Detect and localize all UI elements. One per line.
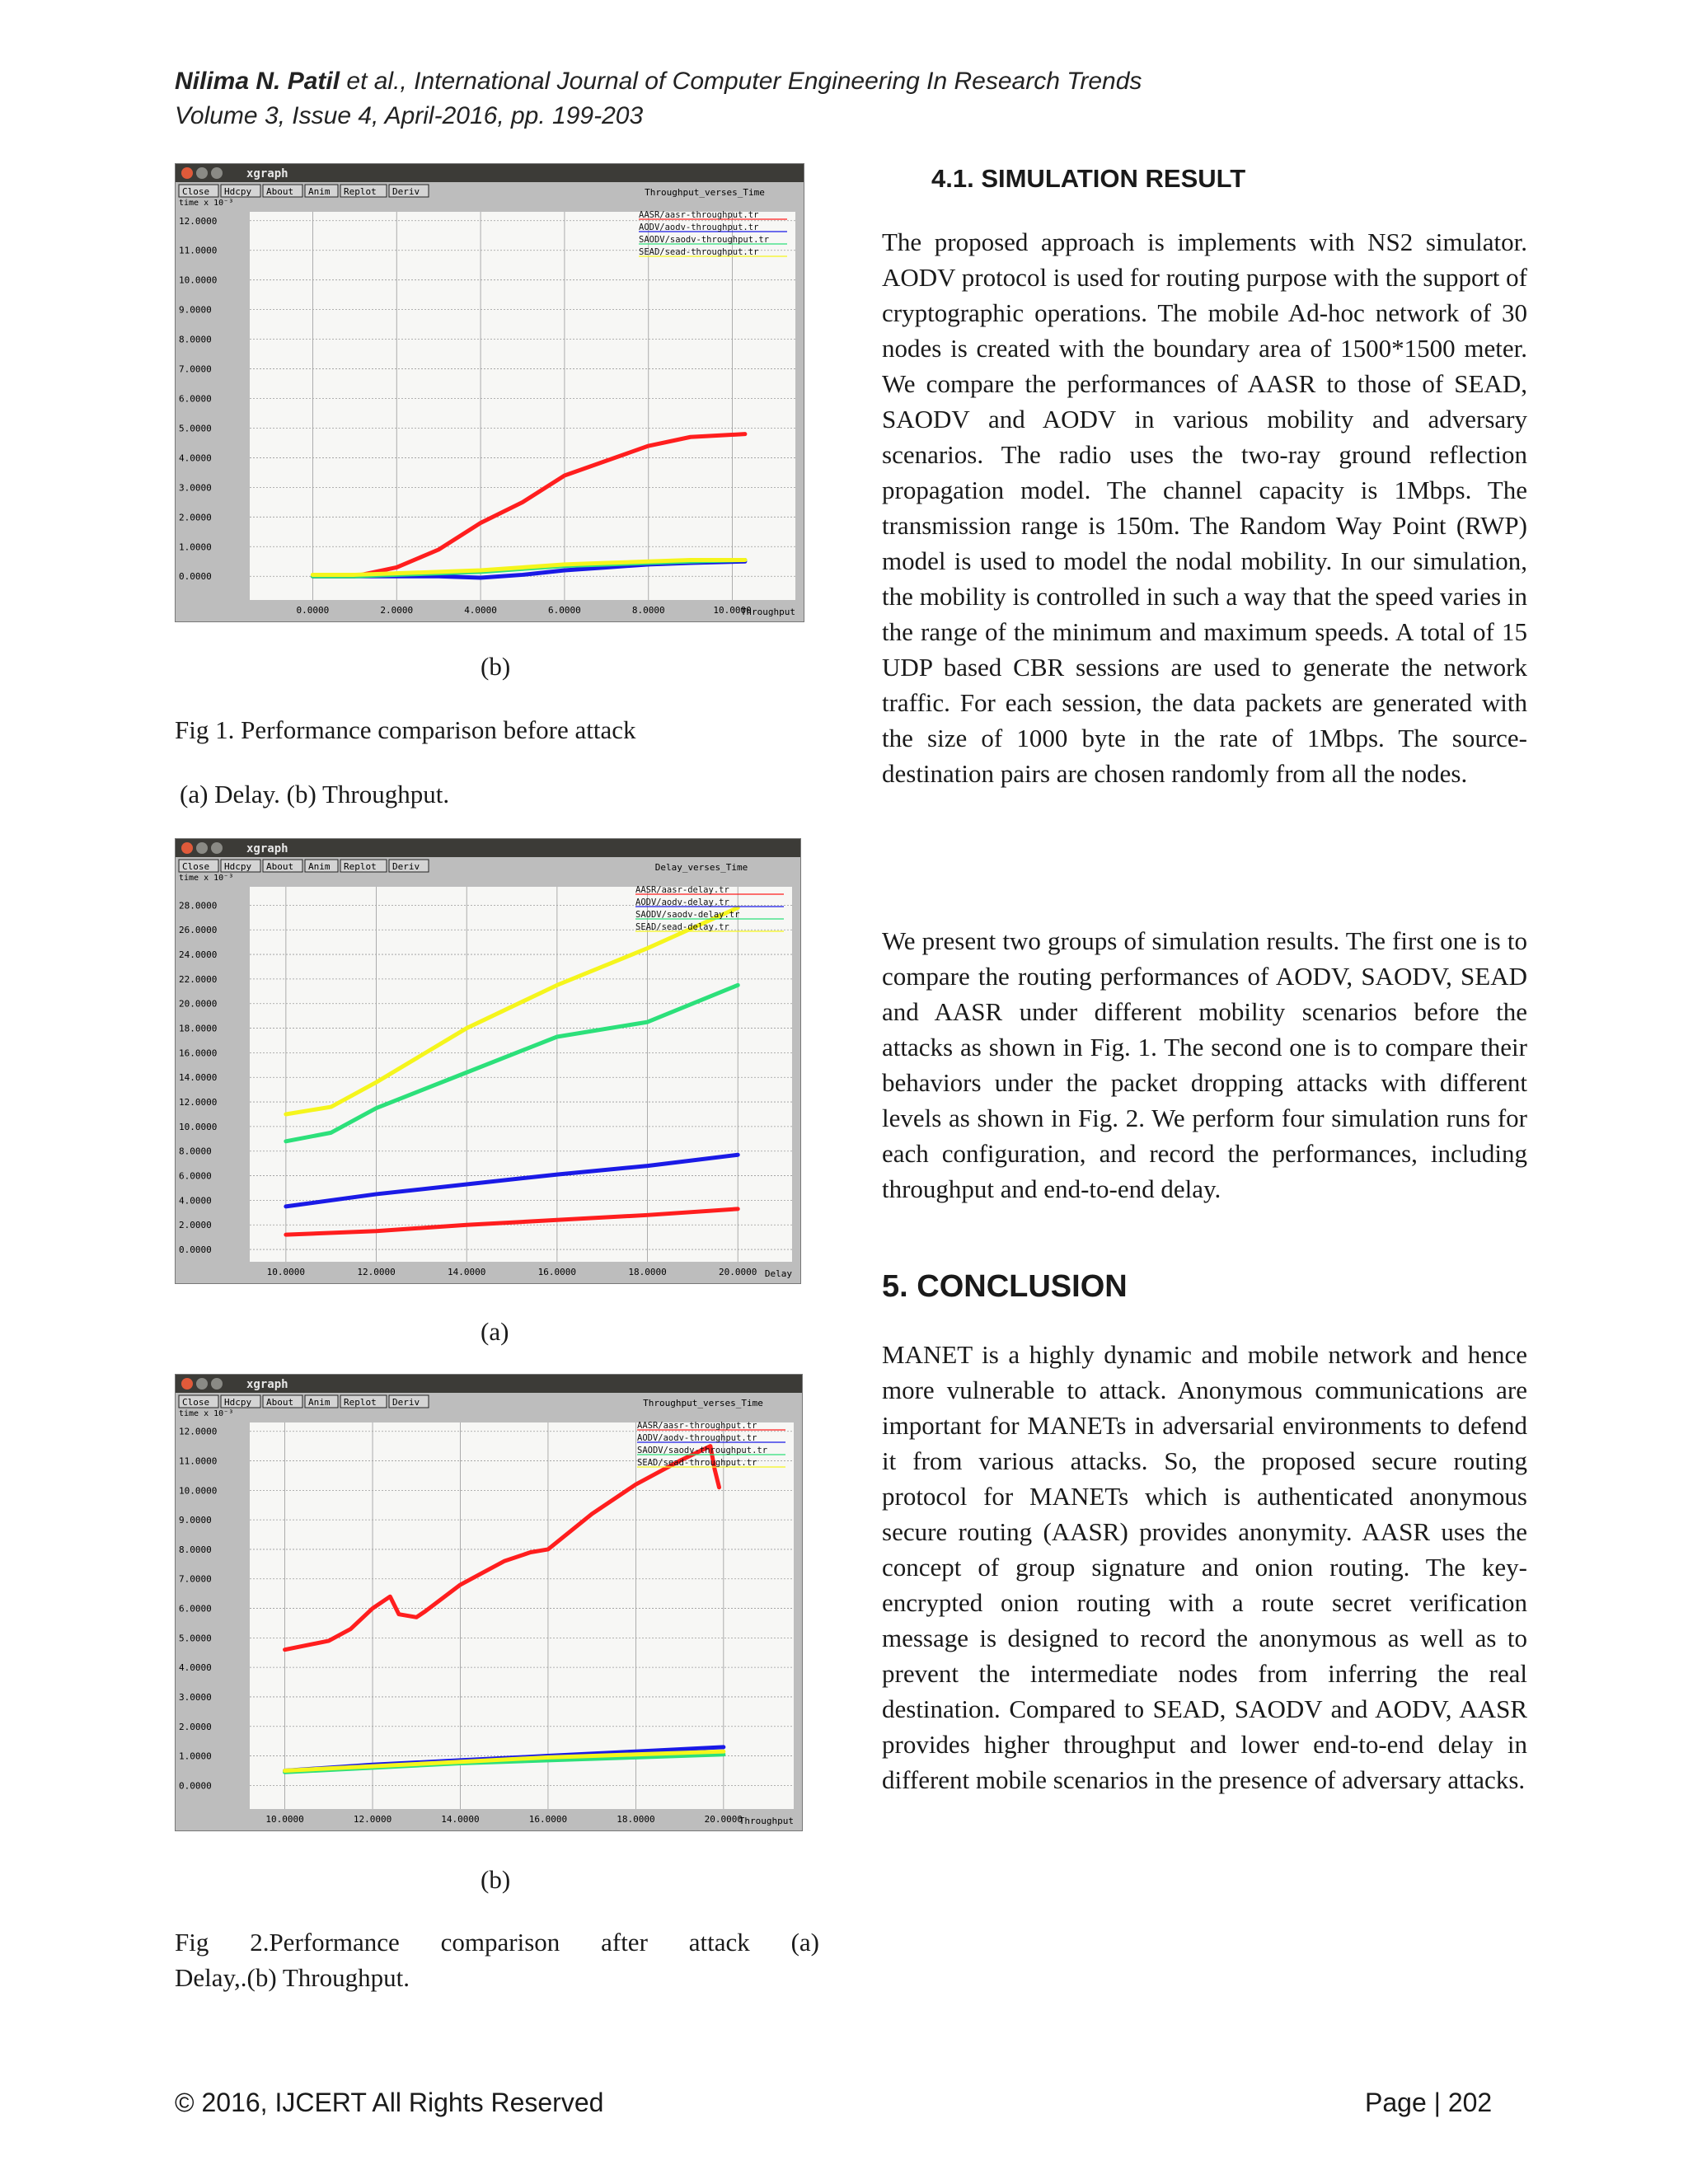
x-tick-label: 14.0000	[448, 1267, 486, 1277]
legend-entry: AODV/aodv-throughput.tr	[637, 1433, 757, 1443]
y-tick-label: 2.0000	[179, 512, 212, 523]
fig1-caption-line2: (a) Delay. (b) Throughput.	[180, 780, 450, 808]
xgraph-button-label: About	[266, 861, 294, 872]
xgraph-button-label: About	[266, 1397, 294, 1408]
window-close-icon[interactable]	[181, 1378, 193, 1390]
window-minimize-icon[interactable]	[196, 167, 208, 179]
plot-area	[250, 887, 792, 1262]
x-tick-label: 0.0000	[296, 605, 330, 616]
x-tick-label: 10.0000	[266, 1267, 306, 1277]
xgraph-button-label: Hdcpy	[224, 1397, 252, 1408]
paragraph-simulation-groups: We present two groups of simulation results. The first one is to compare the routing performances of AODV, SAODV, SEAD and AASR under different mobility scenarios before the attacks as shown in Fig. 1. The second one is to compare their behaviors under the packet dropping attacks with different levels as shown in Fig. 2. We perform four simulation runs for each configuration, and record the performances, including throughput and end-to-end delay.	[882, 926, 1527, 1203]
xgraph-window	[176, 164, 804, 621]
plot-area	[250, 212, 795, 600]
window-minimize-icon[interactable]	[196, 842, 208, 854]
figure-2a	[175, 838, 801, 1284]
window-maximize-icon[interactable]	[211, 1378, 223, 1390]
paragraph-conclusion: MANET is a highly dynamic and mobile network and hence more vulnerable to attack. Anonymous communications are important for MANETs in adversarial environments to defend it from various attacks. So, the proposed secure routing protocol for MANETs which is authenticated anonymous secure routing (AASR) provides anonymity. AASR uses the concept of group signature and onion routing. The key-encrypted onion routing with a route secret verification message is designed to record the anonymous as well as to prevent the intermediate nodes from inferring the real destination. Compared to SEAD, SAODV and AODV, AASR provides higher throughput and lower end-to-end delay in different mobile scenarios in the presence of adversary attacks.	[882, 1340, 1527, 1794]
x-tick-label: 18.0000	[628, 1267, 667, 1277]
y-tick-label: 16.0000	[179, 1047, 218, 1059]
y-tick-label: 4.0000	[179, 1662, 212, 1674]
window-title: xgraph	[246, 842, 288, 855]
header-journal: International Journal of Computer Engineering In Research Trends	[406, 68, 1142, 95]
header-volume: Volume 3, Issue 4, April-2016, pp. 199-203	[175, 102, 644, 129]
legend-entry: AASR/aasr-throughput.tr	[637, 1421, 757, 1431]
y-tick-label: 7.0000	[179, 1573, 212, 1585]
figure-1b	[175, 163, 804, 622]
xgraph-button-label: Anim	[308, 861, 331, 872]
y-tick-label: 20.0000	[179, 998, 218, 1010]
fig1-caption-line1: Fig 1. Performance comparison before attack	[175, 715, 636, 744]
y-tick-label: 1.0000	[179, 1750, 212, 1762]
x-tick-label: 20.0000	[719, 1267, 757, 1277]
y-axis-unit-label: time x 10⁻³	[179, 874, 234, 883]
y-tick-label: 11.0000	[179, 245, 218, 256]
y-tick-label: 24.0000	[179, 949, 218, 961]
y-tick-label: 0.0000	[179, 1244, 212, 1256]
y-tick-label: 6.0000	[179, 1170, 212, 1182]
fig2-caption-word1: Fig	[175, 1928, 209, 1957]
x-axis-label: Delay	[764, 1268, 792, 1279]
fig2-caption-word4: after	[601, 1928, 648, 1957]
x-tick-label: 20.0000	[704, 1814, 743, 1825]
y-tick-label: 10.0000	[179, 1121, 218, 1132]
fig2b-label: (b)	[481, 1865, 511, 1894]
y-tick-label: 3.0000	[179, 1691, 212, 1703]
fig1b-label: (b)	[481, 652, 511, 681]
x-tick-label: 16.0000	[528, 1814, 568, 1825]
y-tick-label: 6.0000	[179, 1603, 212, 1615]
xgraph-button-label: Deriv	[392, 861, 420, 872]
header-etal: et al.,	[340, 68, 407, 95]
y-tick-label: 22.0000	[179, 973, 218, 985]
legend-entry: AASR/aasr-throughput.tr	[639, 210, 759, 220]
y-tick-label: 5.0000	[179, 1633, 212, 1644]
xgraph-button-label: Anim	[308, 186, 331, 197]
y-tick-label: 6.0000	[179, 393, 212, 405]
figure-2b	[175, 1374, 803, 1831]
running-header	[175, 64, 1142, 134]
window-maximize-icon[interactable]	[211, 842, 223, 854]
window-close-icon[interactable]	[181, 842, 193, 854]
xgraph-button-label: Close	[182, 186, 210, 197]
y-tick-label: 3.0000	[179, 482, 212, 494]
footer-page-number: Page | 202	[1365, 2088, 1493, 2117]
y-tick-label: 26.0000	[179, 925, 218, 936]
fig2-caption-word2: 2.Performance	[250, 1928, 400, 1957]
y-tick-label: 28.0000	[179, 900, 218, 912]
x-tick-label: 14.0000	[441, 1814, 480, 1825]
y-tick-label: 8.0000	[179, 1146, 212, 1157]
y-tick-label: 18.0000	[179, 1023, 218, 1034]
x-tick-label: 18.0000	[617, 1814, 655, 1825]
x-tick-label: 12.0000	[357, 1267, 396, 1277]
legend-entry: SEAD/sead-throughput.tr	[637, 1458, 757, 1468]
x-tick-label: 10.0000	[713, 605, 752, 616]
chart-title: Throughput_verses_Time	[643, 1398, 763, 1408]
legend-entry: SAODV/saodv-delay.tr	[635, 910, 740, 920]
legend-entry: AASR/aasr-delay.tr	[635, 885, 729, 895]
fig2-caption-word6: (a)	[790, 1928, 819, 1957]
legend-entry: SEAD/sead-delay.tr	[635, 922, 729, 932]
y-tick-label: 9.0000	[179, 1515, 212, 1526]
fig2-caption-word3: comparison	[440, 1928, 560, 1957]
fig2-caption-word5: attack	[688, 1928, 750, 1957]
x-axis-label: Throughput	[738, 1816, 794, 1826]
y-axis-unit-label: time x 10⁻³	[179, 1409, 234, 1418]
section-4-1-title: 4.1. SIMULATION RESULT	[931, 164, 1246, 193]
xgraph-button-label: Hdcpy	[224, 186, 252, 197]
xgraph-button-label: Close	[182, 1397, 210, 1408]
x-tick-label: 4.0000	[464, 605, 497, 616]
y-tick-label: 10.0000	[179, 1485, 218, 1497]
x-tick-label: 2.0000	[380, 605, 414, 616]
y-tick-label: 8.0000	[179, 334, 212, 345]
fig2a-label: (a)	[481, 1317, 509, 1346]
y-tick-label: 7.0000	[179, 363, 212, 375]
footer-copyright: © 2016, IJCERT All Rights Reserved	[175, 2088, 604, 2117]
y-tick-label: 9.0000	[179, 304, 212, 316]
y-tick-label: 14.0000	[179, 1072, 218, 1084]
chart-title: Throughput_verses_Time	[645, 187, 765, 198]
y-tick-label: 11.0000	[179, 1455, 218, 1467]
section-5-title: 5. CONCLUSION	[882, 1269, 1128, 1304]
xgraph-button-label: Deriv	[392, 186, 420, 197]
x-axis-label: Throughput	[740, 607, 795, 617]
y-tick-label: 12.0000	[179, 215, 218, 227]
x-tick-label: 10.0000	[265, 1814, 304, 1825]
chart-title: Delay_verses_Time	[654, 862, 748, 873]
header-author: Nilima N. Patil	[175, 68, 340, 95]
xgraph-button-label: Anim	[308, 1397, 331, 1408]
x-tick-label: 16.0000	[537, 1267, 577, 1277]
xgraph-button-label: Deriv	[392, 1397, 420, 1408]
y-tick-label: 1.0000	[179, 541, 212, 553]
window-minimize-icon[interactable]	[196, 1378, 208, 1390]
y-axis-unit-label: time x 10⁻³	[179, 199, 234, 208]
y-tick-label: 12.0000	[179, 1426, 218, 1437]
y-tick-label: 0.0000	[179, 1780, 212, 1792]
x-tick-label: 12.0000	[353, 1814, 392, 1825]
y-tick-label: 5.0000	[179, 423, 212, 434]
y-tick-label: 10.0000	[179, 274, 218, 286]
legend-entry: AODV/aodv-throughput.tr	[639, 223, 759, 232]
y-tick-label: 2.0000	[179, 1220, 212, 1231]
legend-entry: SAODV/saodv-throughput.tr	[637, 1446, 768, 1455]
xgraph-button-label: About	[266, 186, 294, 197]
window-title: xgraph	[246, 1378, 288, 1391]
y-tick-label: 0.0000	[179, 571, 212, 583]
legend-entry: SEAD/sead-throughput.tr	[639, 247, 759, 257]
paragraph-simulation-setup: The proposed approach is implements with NS2 simulator. AODV protocol is used for routing purpose with the support of cryptographic operations. The mobile Ad-hoc network of 30 nodes is created with the boundary area of 1500*1500 meter. We compare the performances of AASR to those of SEAD, SAODV and AODV in various mobility and adversary scenarios. The radio uses the two-ray ground reflection propagation model. The channel capacity is 1Mbps. The transmission range is 150m. The Random Way Point (RWP) model is used to model the nodal mobility. In our simulation, the mobility is controlled in such a way that the speed varies in the range of the minimum and maximum speeds. A total of 15 UDP based CBR sessions are used to generate the network traffic. For each session, the data packets are generated with the size of 1000 byte in the rate of 1Mbps. The source-destination pairs are chosen randomly from all the nodes.	[882, 227, 1527, 788]
fig2-caption-line1	[175, 1924, 819, 1960]
x-tick-label: 8.0000	[631, 605, 665, 616]
xgraph-button-label: Replot	[344, 186, 377, 197]
y-tick-label: 2.0000	[179, 1721, 212, 1732]
y-tick-label: 8.0000	[179, 1544, 212, 1555]
y-tick-label: 4.0000	[179, 452, 212, 464]
fig2-caption-line2: Delay,.(b) Throughput.	[175, 1963, 410, 1992]
legend-entry: SAODV/saodv-throughput.tr	[639, 235, 770, 245]
window-title: xgraph	[246, 167, 288, 180]
xgraph-button-label: Replot	[344, 1397, 377, 1408]
y-tick-label: 4.0000	[179, 1195, 212, 1207]
xgraph-button-label: Close	[182, 861, 210, 872]
x-tick-label: 6.0000	[548, 605, 581, 616]
legend-entry: AODV/aodv-delay.tr	[635, 898, 729, 907]
xgraph-button-label: Replot	[344, 861, 377, 872]
xgraph-window	[176, 1375, 802, 1830]
window-maximize-icon[interactable]	[211, 167, 223, 179]
y-tick-label: 12.0000	[179, 1097, 218, 1108]
xgraph-button-label: Hdcpy	[224, 861, 252, 872]
xgraph-window	[176, 839, 800, 1283]
window-close-icon[interactable]	[181, 167, 193, 179]
